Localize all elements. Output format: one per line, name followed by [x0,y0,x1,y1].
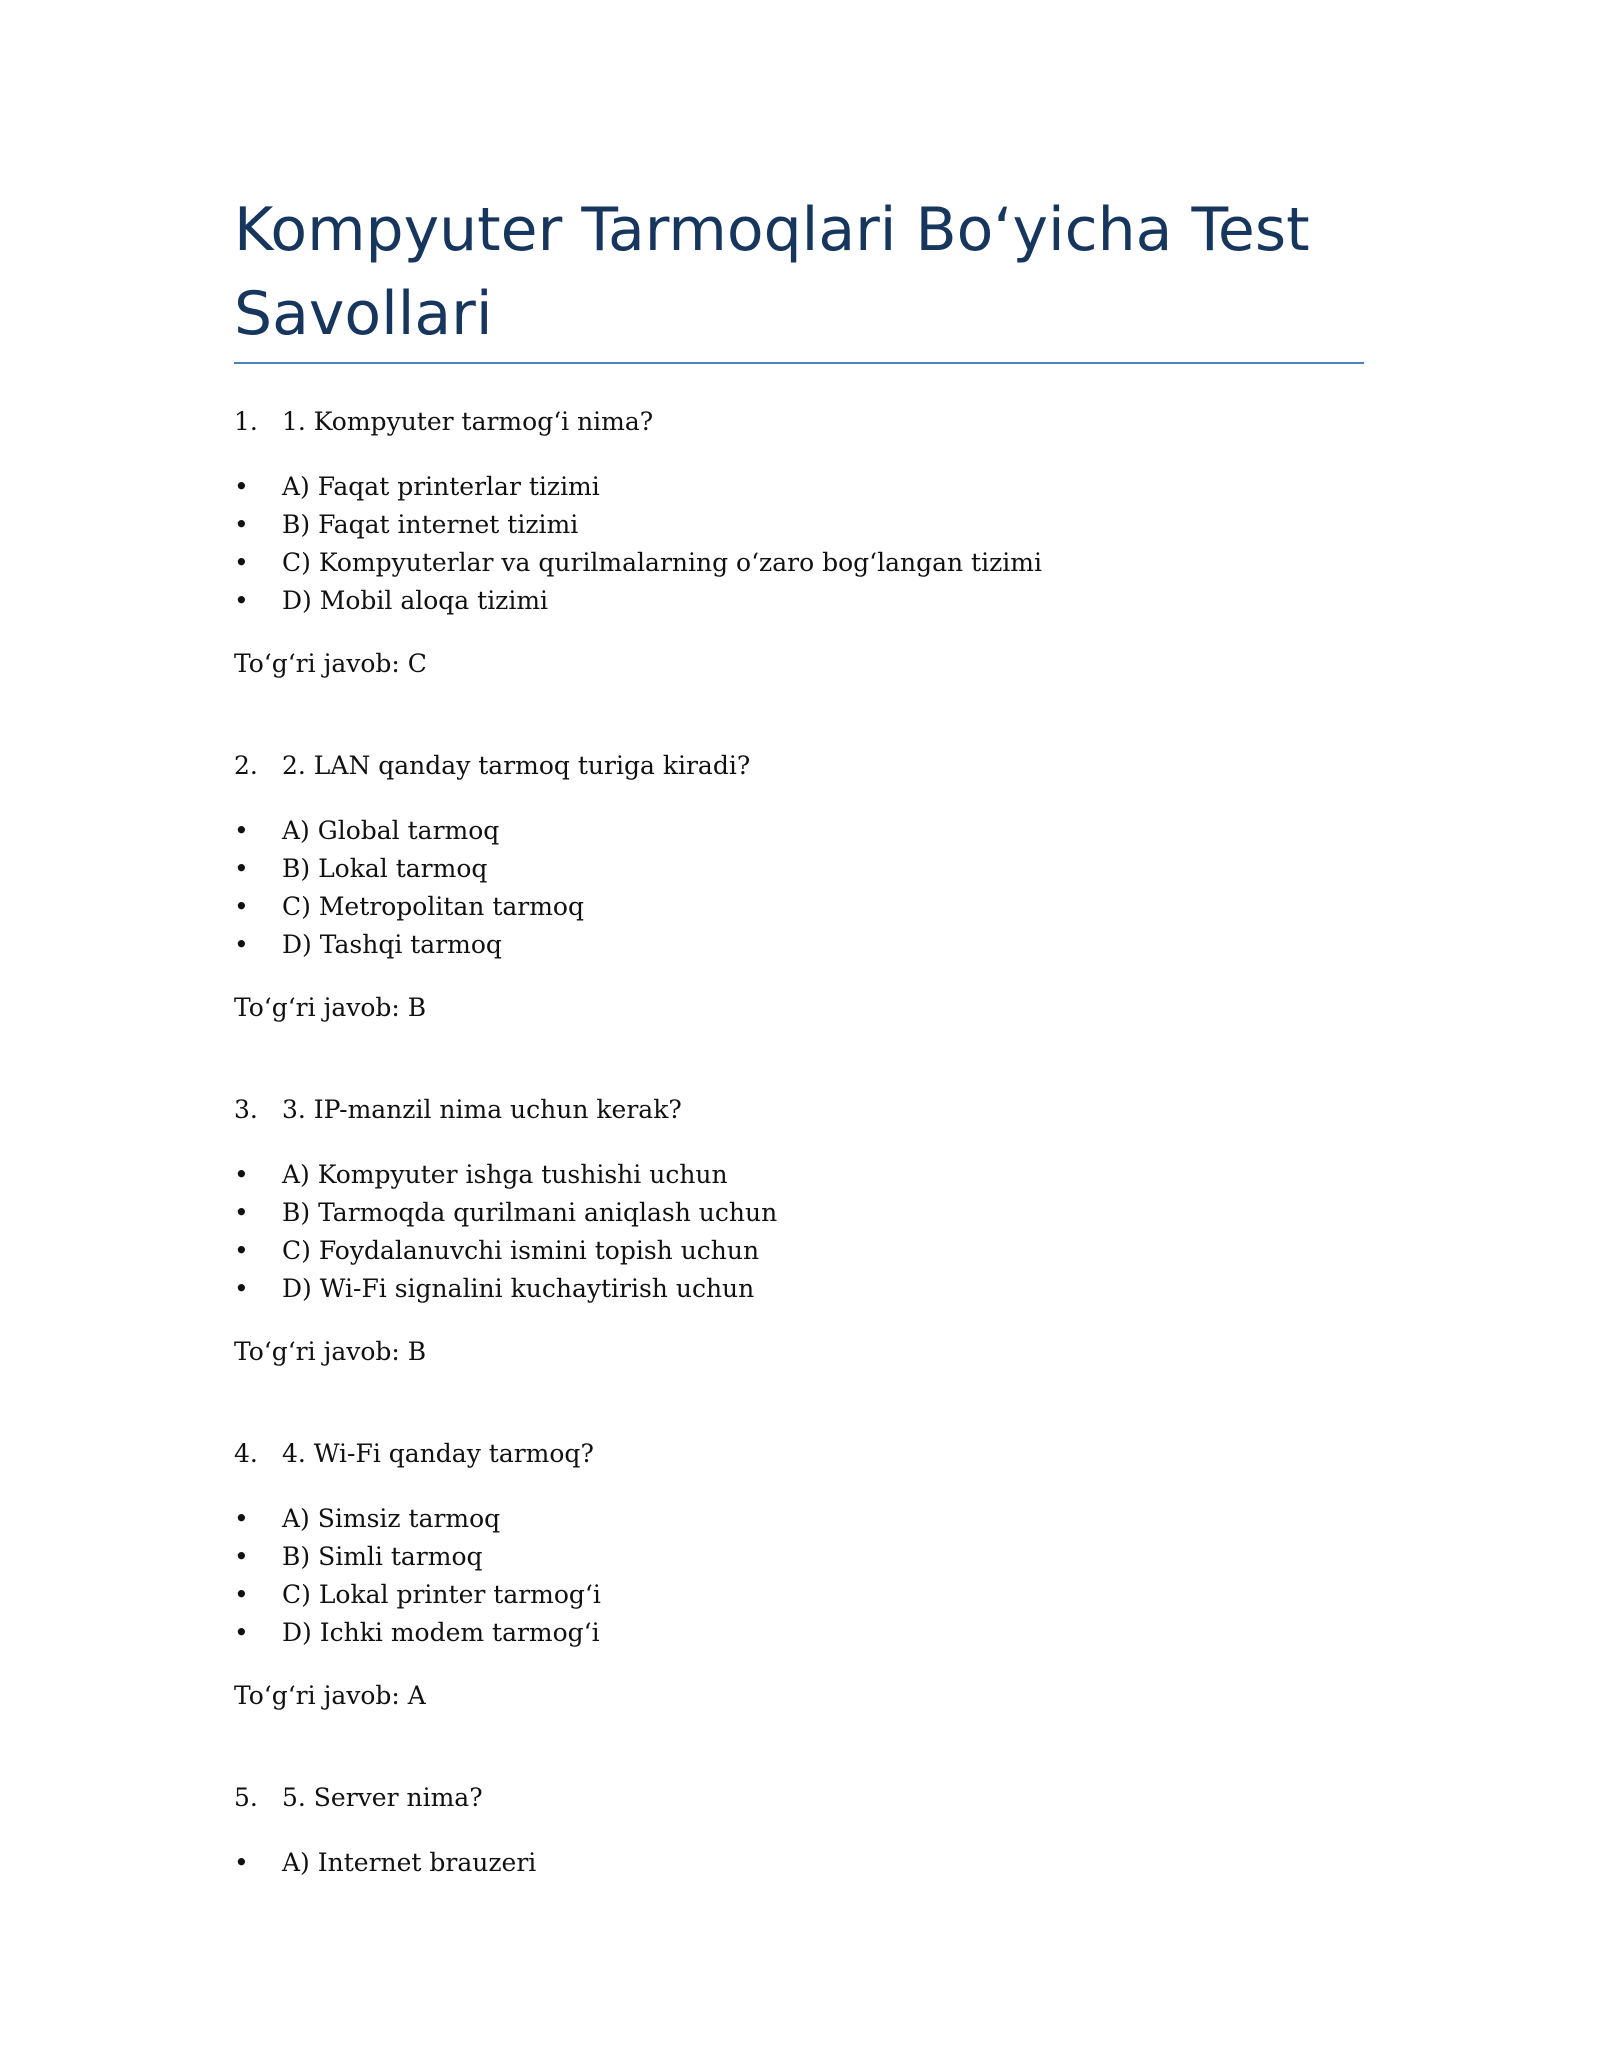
question-text: 1. Kompyuter tarmog‘i nima? [282,407,654,436]
option-item [234,1844,1364,1882]
correct-answer: To‘g‘ri javob: B [234,1337,427,1366]
options-list [234,1156,1364,1308]
question-number: 3. [234,1095,258,1124]
option-item [234,506,1364,544]
bullet-icon: • [234,892,249,921]
option-item [234,544,1364,582]
bullet-icon: • [234,1580,249,1609]
bullet-icon: • [234,472,249,501]
option-item [234,1156,1364,1194]
document-title: Kompyuter Tarmoqlari Bo‘yicha Test Savollari [234,195,1310,349]
question-text: 3. IP-manzil nima uchun kerak? [282,1095,682,1124]
bullet-icon: • [234,1618,249,1647]
question-line [234,748,1364,784]
question-number: 4. [234,1439,258,1468]
options-list [234,1500,1364,1652]
option-item [234,888,1364,926]
option-item [234,1614,1364,1652]
bullet-icon: • [234,854,249,883]
bullet-icon: • [234,1274,249,1303]
option-item [234,1538,1364,1576]
option-item [234,1500,1364,1538]
option-text: C) Lokal printer tarmog‘i [282,1580,601,1609]
option-text: A) Simsiz tarmoq [282,1504,501,1533]
option-item [234,850,1364,888]
option-item [234,468,1364,506]
bullet-icon: • [234,510,249,539]
correct-answer: To‘g‘ri javob: A [234,1681,426,1710]
option-item [234,1270,1364,1308]
option-text: A) Kompyuter ishga tushishi uchun [282,1160,728,1189]
option-text: A) Faqat printerlar tizimi [282,472,600,501]
correct-answer: To‘g‘ri javob: C [234,649,427,678]
option-text: A) Global tarmoq [282,816,500,845]
option-text: D) Ichki modem tarmog‘i [282,1618,600,1647]
bullet-icon: • [234,1160,249,1189]
option-text: B) Simli tarmoq [282,1542,483,1571]
option-text: D) Wi-Fi signalini kuchaytirish uchun [282,1274,755,1303]
option-text: C) Kompyuterlar va qurilmalarning o‘zaro bog‘langan tizimi [282,548,1042,577]
question-2 [234,748,1364,1026]
option-text: C) Metropolitan tarmoq [282,892,584,921]
bullet-icon: • [234,1542,249,1571]
option-item [234,926,1364,964]
option-item [234,1194,1364,1232]
question-3 [234,1092,1364,1370]
option-item [234,1232,1364,1270]
question-number: 2. [234,751,258,780]
bullet-icon: • [234,548,249,577]
question-line [234,1436,1364,1472]
option-text: A) Internet brauzeri [282,1848,537,1877]
question-number: 1. [234,407,258,436]
bullet-icon: • [234,930,249,959]
option-item [234,1576,1364,1614]
question-line [234,1092,1364,1128]
question-line [234,1780,1364,1816]
question-text: 4. Wi-Fi qanday tarmoq? [282,1439,594,1468]
bullet-icon: • [234,1236,249,1265]
option-text: B) Faqat internet tizimi [282,510,579,539]
option-text: B) Lokal tarmoq [282,854,488,883]
question-text: 2. LAN qanday tarmoq turiga kiradi? [282,751,751,780]
option-text: B) Tarmoqda qurilmani aniqlash uchun [282,1198,778,1227]
bullet-icon: • [234,1504,249,1533]
option-item [234,582,1364,620]
question-number: 5. [234,1783,258,1812]
question-1 [234,404,1364,682]
title-underline [234,362,1364,364]
option-item [234,812,1364,850]
bullet-icon: • [234,1848,249,1877]
question-line [234,404,1364,440]
bullet-icon: • [234,816,249,845]
correct-answer: To‘g‘ri javob: B [234,993,427,1022]
option-text: D) Mobil aloqa tizimi [282,586,549,615]
question-5 [234,1780,1364,1882]
options-list [234,468,1364,620]
bullet-icon: • [234,586,249,615]
question-4 [234,1436,1364,1714]
options-list [234,812,1364,964]
option-text: C) Foydalanuvchi ismini topish uchun [282,1236,760,1265]
options-list [234,1844,1364,1882]
question-text: 5. Server nima? [282,1783,483,1812]
bullet-icon: • [234,1198,249,1227]
option-text: D) Tashqi tarmoq [282,930,502,959]
